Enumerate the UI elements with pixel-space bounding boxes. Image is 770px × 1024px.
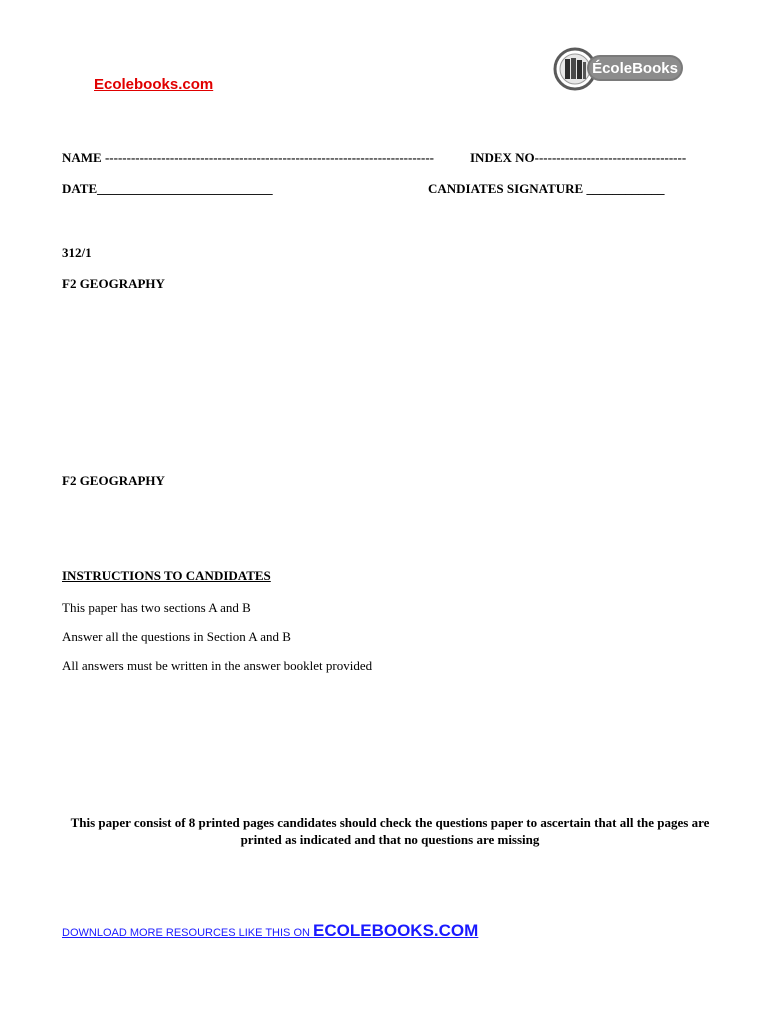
paper-subject: F2 GEOGRAPHY — [62, 276, 165, 291]
instruction-item: All answers must be written in the answer booklet provided — [62, 658, 373, 673]
download-prefix: DOWNLOAD MORE RESOURCES LIKE THIS ON — [62, 927, 314, 939]
instruction-item: This paper has two sections A and B — [62, 600, 251, 615]
ecolebooks-logo — [553, 46, 685, 92]
signature-field: CANDIATES SIGNATURE ____________ — [428, 181, 665, 196]
download-link[interactable] — [62, 921, 478, 941]
site-link[interactable]: Ecolebooks.com — [94, 76, 214, 93]
index-no-field: INDEX NO----------------------------------- — [470, 150, 687, 165]
date-field: DATE___________________________ — [62, 181, 273, 196]
instruction-item: Answer all the questions in Section A and B — [62, 629, 291, 644]
logo-text: ÉcoleBooks — [592, 60, 678, 77]
name-field: NAME ---------------------------------------------------------------------------- — [62, 150, 434, 165]
paper-subject-repeat: F2 GEOGRAPHY — [62, 473, 165, 488]
instructions-title: INSTRUCTIONS TO CANDIDATES — [62, 568, 271, 583]
paper-code: 312/1 — [62, 245, 92, 260]
pages-footnote: This paper consist of 8 printed pages candidates should check the questions paper to ascertain that all the pages are printed as indicated and that no questions are missing — [70, 815, 710, 847]
download-site: ECOLEBOOKS.COM — [313, 921, 479, 940]
